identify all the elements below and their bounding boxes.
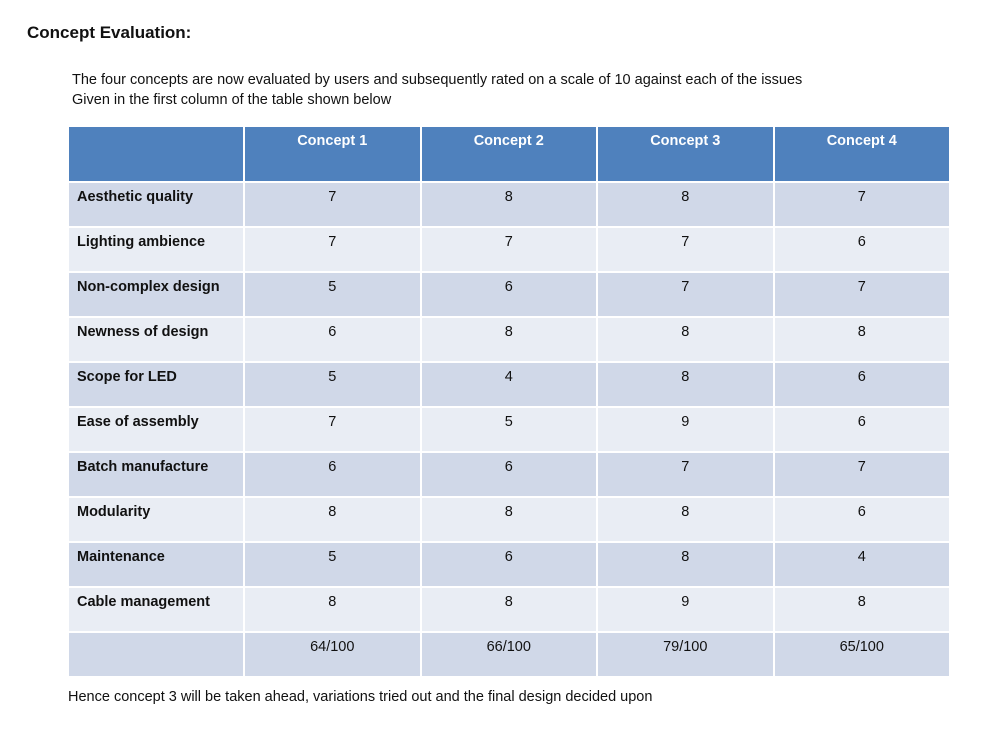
row-label: Maintenance <box>68 542 244 587</box>
score-cell: 8 <box>597 542 774 587</box>
row-label: Non-complex design <box>68 272 244 317</box>
score-cell: 6 <box>774 497 951 542</box>
table-row <box>68 317 950 362</box>
score-cell: 6 <box>421 542 598 587</box>
score-cell: 4 <box>421 362 598 407</box>
score-cell: 6 <box>774 407 951 452</box>
score-cell: 8 <box>244 497 421 542</box>
score-cell: 7 <box>774 452 951 497</box>
header-corner-cell <box>68 126 244 182</box>
row-label: Aesthetic quality <box>68 182 244 227</box>
score-cell: 8 <box>597 317 774 362</box>
table-row <box>68 362 950 407</box>
row-label: Scope for LED <box>68 362 244 407</box>
score-cell: 8 <box>597 362 774 407</box>
score-cell: 6 <box>421 272 598 317</box>
row-label: Batch manufacture <box>68 452 244 497</box>
intro-paragraph <box>72 70 802 110</box>
totals-row <box>68 632 950 677</box>
score-cell: 6 <box>774 227 951 272</box>
conclusion-text: Hence concept 3 will be taken ahead, variations tried out and the final design decided upon <box>68 689 653 705</box>
score-cell: 8 <box>597 497 774 542</box>
score-cell: 6 <box>244 452 421 497</box>
score-cell: 8 <box>421 317 598 362</box>
score-cell: 9 <box>597 407 774 452</box>
score-cell: 7 <box>597 452 774 497</box>
score-cell: 6 <box>774 362 951 407</box>
header-concept-1: Concept 1 <box>244 126 421 182</box>
score-cell: 7 <box>244 407 421 452</box>
score-cell: 5 <box>421 407 598 452</box>
score-cell: 5 <box>244 272 421 317</box>
score-cell: 8 <box>421 182 598 227</box>
row-label: Newness of design <box>68 317 244 362</box>
total-cell-concept-3: 79/100 <box>597 632 774 677</box>
table-row <box>68 407 950 452</box>
score-cell: 7 <box>244 182 421 227</box>
table-row <box>68 272 950 317</box>
totals-label <box>68 632 244 677</box>
table-row <box>68 497 950 542</box>
score-cell: 8 <box>421 587 598 632</box>
total-cell-concept-4: 65/100 <box>774 632 951 677</box>
table-row <box>68 452 950 497</box>
score-cell: 6 <box>421 452 598 497</box>
intro-line-1: The four concepts are now evaluated by users and subsequently rated on a scale of 10 against each of the issues <box>72 72 803 88</box>
row-label: Modularity <box>68 497 244 542</box>
intro-line-2: Given in the first column of the table shown below <box>72 92 392 108</box>
score-cell: 7 <box>421 227 598 272</box>
table-row <box>68 587 950 632</box>
table-row <box>68 542 950 587</box>
score-cell: 7 <box>597 272 774 317</box>
score-cell: 8 <box>774 587 951 632</box>
score-cell: 7 <box>244 227 421 272</box>
score-cell: 5 <box>244 542 421 587</box>
header-concept-3: Concept 3 <box>597 126 774 182</box>
score-cell: 9 <box>597 587 774 632</box>
score-cell: 7 <box>774 182 951 227</box>
row-label: Ease of assembly <box>68 407 244 452</box>
page-title: Concept Evaluation: <box>27 23 192 42</box>
score-cell: 7 <box>774 272 951 317</box>
row-label: Lighting ambience <box>68 227 244 272</box>
score-cell: 4 <box>774 542 951 587</box>
total-cell-concept-2: 66/100 <box>421 632 598 677</box>
score-cell: 8 <box>244 587 421 632</box>
table-row <box>68 227 950 272</box>
score-cell: 8 <box>774 317 951 362</box>
header-concept-4: Concept 4 <box>774 126 951 182</box>
score-cell: 5 <box>244 362 421 407</box>
header-concept-2: Concept 2 <box>421 126 598 182</box>
table-header-row <box>68 126 950 182</box>
score-cell: 8 <box>597 182 774 227</box>
score-cell: 7 <box>597 227 774 272</box>
score-cell: 8 <box>421 497 598 542</box>
table-row <box>68 182 950 227</box>
row-label: Cable management <box>68 587 244 632</box>
total-cell-concept-1: 64/100 <box>244 632 421 677</box>
score-cell: 6 <box>244 317 421 362</box>
concept-evaluation-table <box>67 125 951 678</box>
